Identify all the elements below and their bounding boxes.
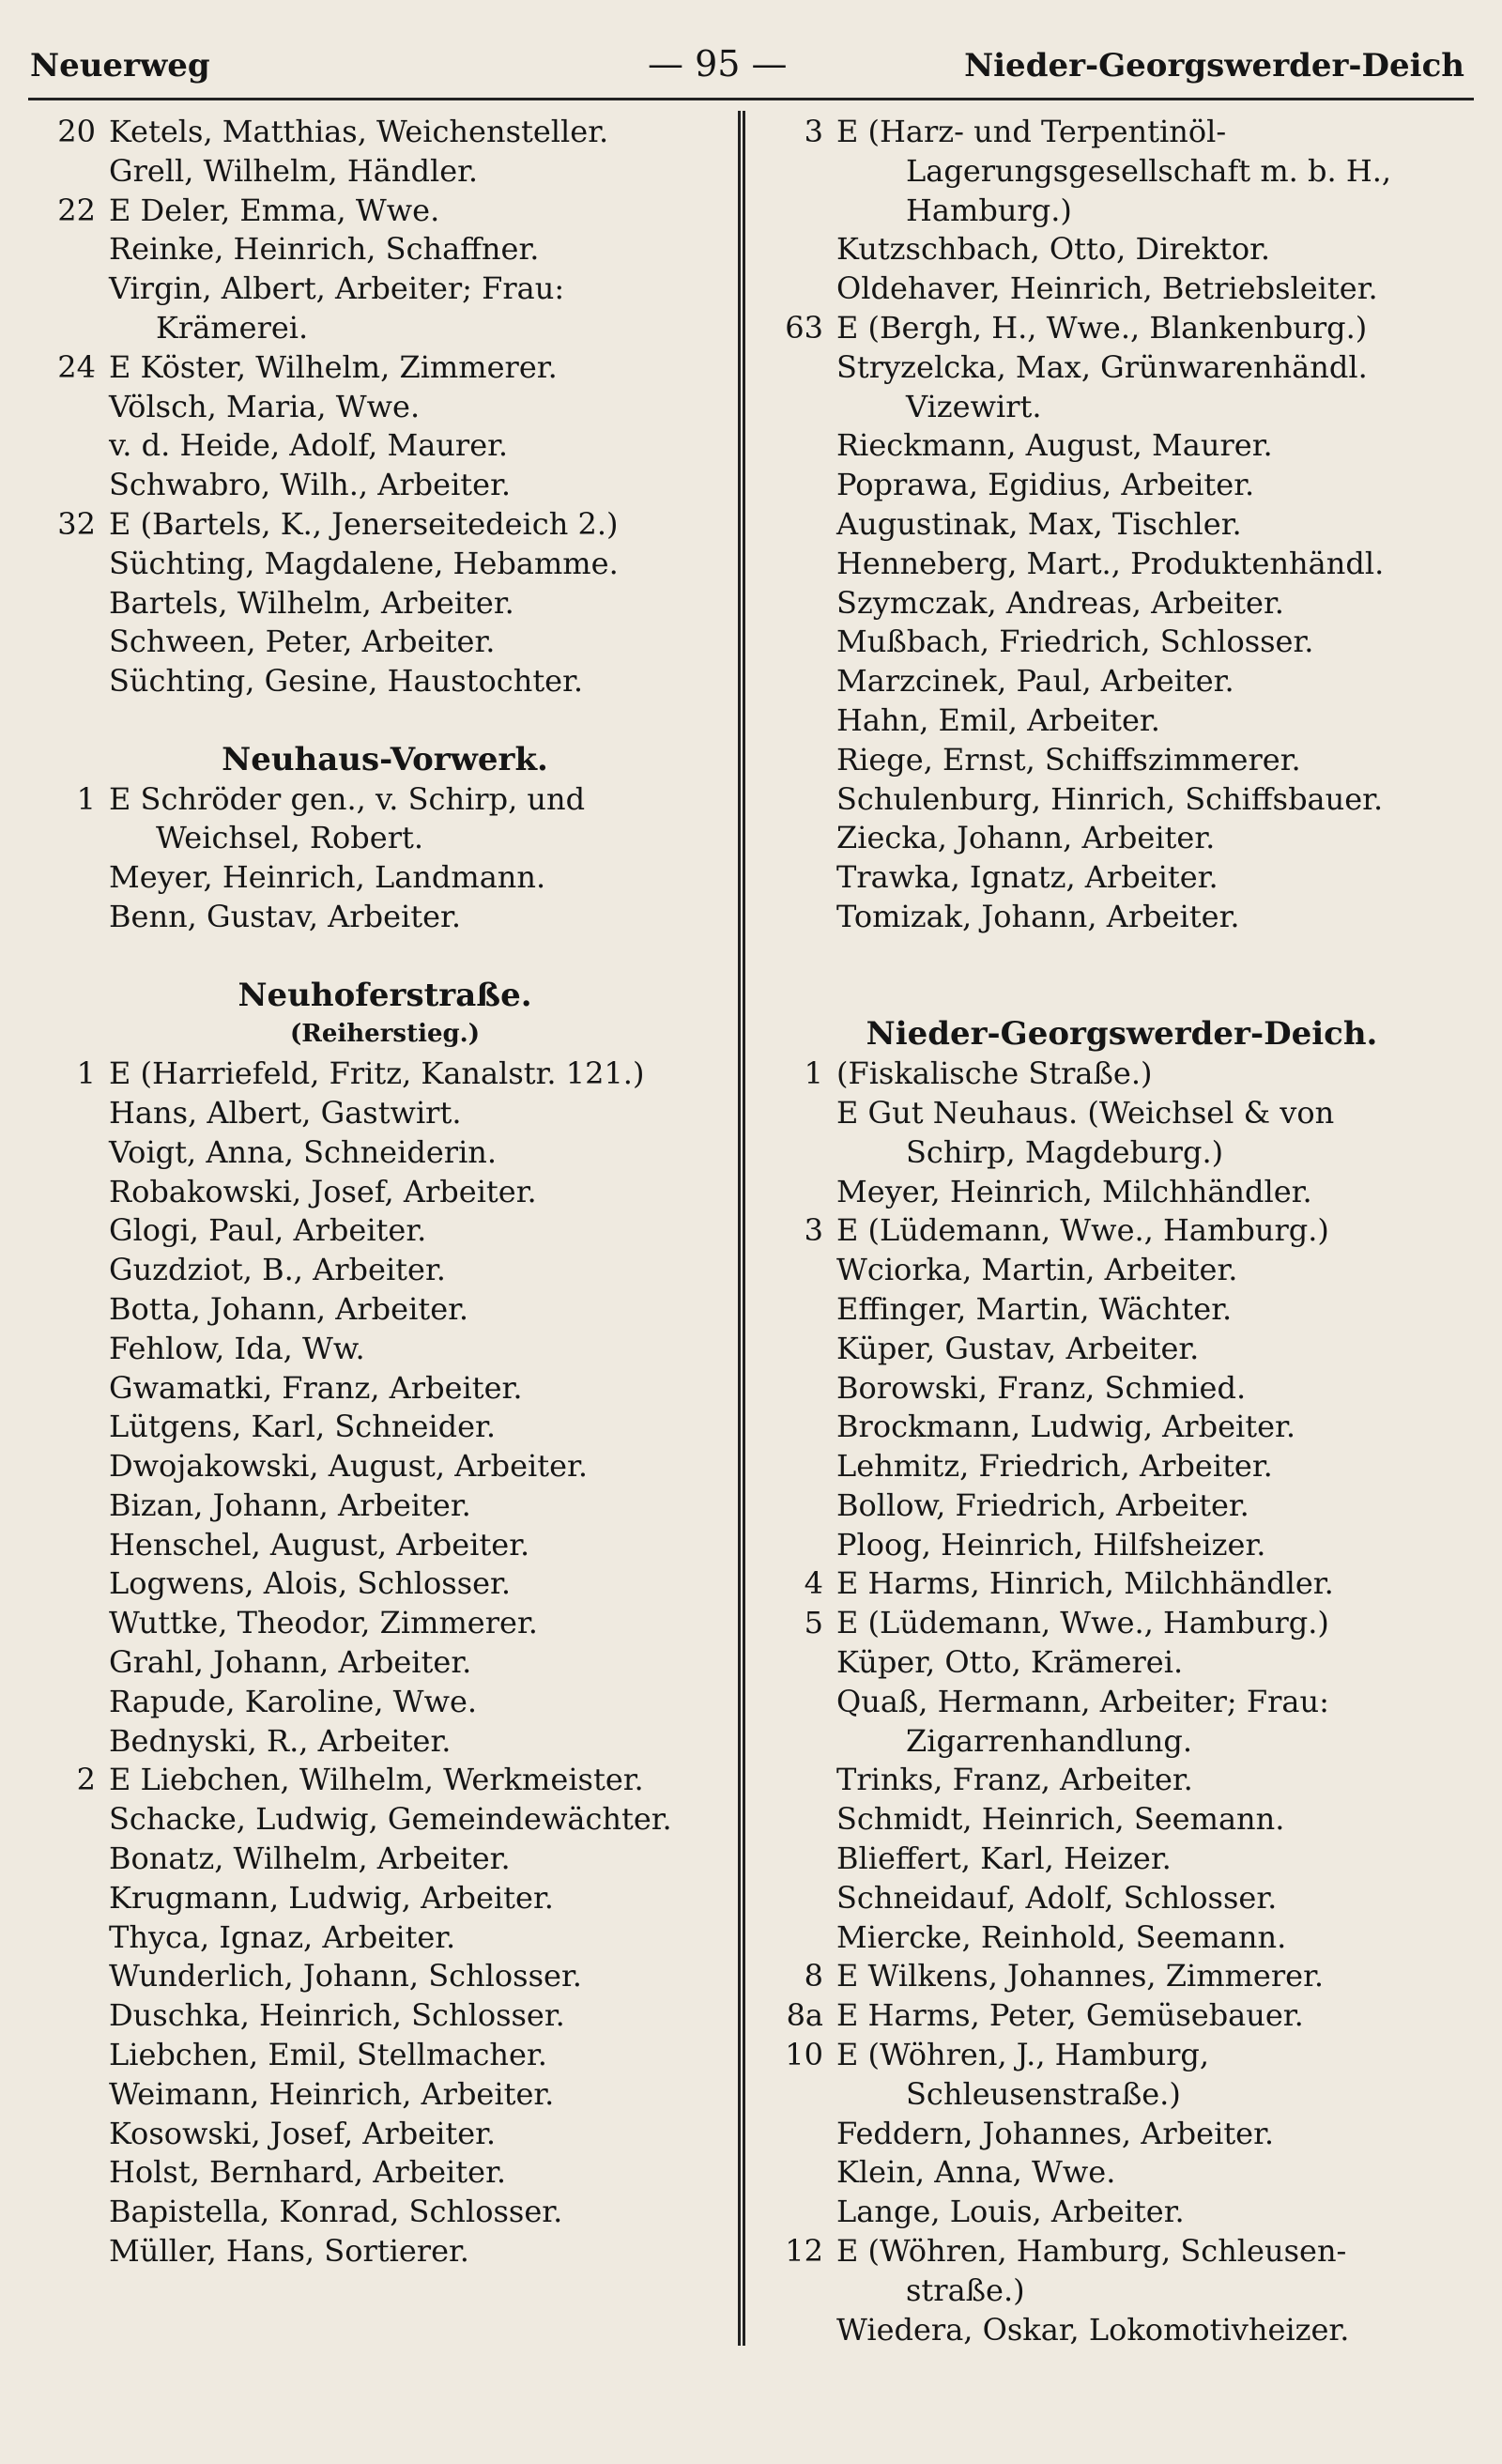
directory-entry <box>765 2193 1479 2232</box>
directory-entry <box>38 348 732 388</box>
entry-text: Henschel, August, Arbeiter. <box>109 1526 530 1563</box>
house-number: 1 <box>804 1055 823 1092</box>
left-column <box>38 113 732 2272</box>
directory-entry <box>38 662 732 701</box>
directory-entry <box>765 1330 1479 1369</box>
entry-text: E (Lüdemann, Wwe., Hamburg.) <box>836 1605 1329 1641</box>
directory-entry <box>38 113 732 152</box>
directory-entry <box>765 348 1479 388</box>
header-rule <box>28 98 1474 100</box>
house-number: 20 <box>57 114 96 149</box>
directory-entry <box>765 1055 1479 1094</box>
entry-text: Schwabro, Wilh., Arbeiter. <box>109 467 512 503</box>
directory-entry <box>38 819 732 858</box>
directory-entry <box>765 1133 1479 1173</box>
directory-entry <box>765 1761 1479 1800</box>
entry-text: Krämerei. <box>156 309 309 346</box>
house-number: 8a <box>786 1997 823 2034</box>
directory-entry <box>38 1564 732 1604</box>
directory-entry <box>38 1330 732 1369</box>
directory-entry <box>38 1683 732 1722</box>
entry-text: Küper, Gustav, Arbeiter. <box>836 1330 1200 1366</box>
directory-entry <box>765 1251 1479 1290</box>
entry-text: Schween, Peter, Arbeiter. <box>109 624 496 660</box>
entry-text: Kosowski, Josef, Arbeiter. <box>109 2115 497 2151</box>
entry-text: Reinke, Heinrich, Schaffner. <box>109 231 540 268</box>
entry-text: Krugmann, Ludwig, Arbeiter. <box>109 1879 554 1916</box>
entry-text: E (Bartels, K., Jenerseitedeich 2.) <box>109 505 619 542</box>
entry-text: E Wilkens, Johannes, Zimmerer. <box>836 1958 1325 1994</box>
entry-text: Schneidauf, Adolf, Schlosser. <box>836 1879 1278 1916</box>
directory-entry <box>38 584 732 624</box>
entry-text: Bartels, Wilhelm, Arbeiter. <box>109 584 514 621</box>
directory-entry <box>765 741 1479 780</box>
directory-entry <box>765 1369 1479 1409</box>
entry-text: Gwamatki, Franz, Arbeiter. <box>109 1369 523 1406</box>
directory-entry <box>38 1840 732 1879</box>
directory-entry <box>38 780 732 820</box>
directory-entry <box>765 2115 1479 2154</box>
directory-entry <box>38 2115 732 2154</box>
entry-text: straße.) <box>906 2272 1025 2308</box>
entry-text: Ziecka, Johann, Arbeiter. <box>836 820 1216 856</box>
entry-text: Weimann, Heinrich, Arbeiter. <box>109 2075 555 2112</box>
entry-text: Meyer, Heinrich, Landmann. <box>109 859 546 896</box>
directory-entry <box>38 545 732 584</box>
entry-text: E Schröder gen., v. Schirp, und <box>109 780 586 817</box>
entry-text: Logwens, Alois, Schlosser. <box>109 1565 511 1602</box>
entry-text: Bednyski, R., Arbeiter. <box>109 1722 452 1759</box>
entry-text: Szymczak, Andreas, Arbeiter. <box>836 584 1284 621</box>
directory-entry <box>38 2153 732 2193</box>
entry-text: Liebchen, Emil, Stellmacher. <box>109 2037 547 2073</box>
entry-text: Hamburg.) <box>906 192 1072 228</box>
entry-text: Tomizak, Johann, Arbeiter. <box>836 898 1240 934</box>
entry-text: Marzcinek, Paul, Arbeiter. <box>836 663 1234 700</box>
directory-entry <box>765 1604 1479 1643</box>
directory-entry <box>38 230 732 270</box>
directory-entry <box>765 2232 1479 2272</box>
entry-text: Stryzelcka, Max, Grünwarenhändl. <box>836 348 1368 385</box>
directory-entry <box>38 192 732 231</box>
directory-entry <box>38 1408 732 1447</box>
house-number: 4 <box>804 1565 823 1602</box>
directory-entry <box>38 2075 732 2115</box>
entry-text: Ketels, Matthias, Weichensteller. <box>109 114 609 149</box>
directory-entry <box>38 1211 732 1251</box>
entry-text: Mußbach, Friedrich, Schlosser. <box>836 624 1314 660</box>
right-column <box>765 113 1479 2349</box>
entry-text: Müller, Hans, Sortierer. <box>109 2233 469 2270</box>
directory-entry <box>38 898 732 937</box>
directory-entry <box>765 584 1479 624</box>
directory-entry <box>38 1643 732 1683</box>
directory-entry <box>38 1369 732 1409</box>
entry-text: E (Wöhren, Hamburg, Schleusen- <box>836 2233 1347 2270</box>
column-divider <box>738 111 745 2346</box>
entry-text: Wciorka, Martin, Arbeiter. <box>836 1252 1238 1288</box>
entry-text: Schacke, Ludwig, Gemeindewächter. <box>109 1801 672 1838</box>
entry-text: Benn, Gustav, Arbeiter. <box>109 898 461 934</box>
directory-entry <box>38 2232 732 2272</box>
entry-text: E Liebchen, Wilhelm, Werkmeister. <box>109 1762 644 1798</box>
directory-entry <box>38 1722 732 1762</box>
entry-text: Rapude, Karoline, Wwe. <box>109 1683 478 1719</box>
directory-entry <box>38 2036 732 2075</box>
directory-entry <box>765 1879 1479 1918</box>
entry-text: E (Harriefeld, Fritz, Kanalstr. 121.) <box>109 1055 645 1092</box>
entry-text: E (Lüdemann, Wwe., Hamburg.) <box>836 1212 1329 1249</box>
header-left-street: Neuerweg <box>30 47 210 85</box>
entry-text: Botta, Johann, Arbeiter. <box>109 1290 469 1327</box>
entry-text: Fehlow, Ida, Ww. <box>109 1330 365 1366</box>
directory-entry <box>765 2311 1479 2350</box>
house-number: 1 <box>76 1055 96 1092</box>
house-number: 24 <box>57 348 96 385</box>
directory-entry <box>765 1290 1479 1330</box>
entry-text: Thyca, Ignaz, Arbeiter. <box>109 1918 456 1955</box>
house-number: 8 <box>804 1958 823 1994</box>
entry-text: Borowski, Franz, Schmied. <box>836 1369 1247 1406</box>
entry-text: E Harms, Hinrich, Milchhändler. <box>836 1565 1334 1602</box>
entry-text: Rieckmann, August, Maurer. <box>836 427 1273 464</box>
entry-text: Lange, Louis, Arbeiter. <box>836 2194 1185 2230</box>
entry-text: Henneberg, Mart., Produktenhändl. <box>836 545 1385 581</box>
directory-entry <box>765 1447 1479 1486</box>
directory-entry <box>765 898 1479 937</box>
spacer <box>765 977 1479 1016</box>
entry-text: Quaß, Hermann, Arbeiter; Frau: <box>836 1683 1329 1719</box>
entry-text: Voigt, Anna, Schneiderin. <box>109 1133 498 1170</box>
directory-entry <box>765 858 1479 898</box>
entry-text: Riege, Ernst, Schiffszimmerer. <box>836 741 1301 778</box>
directory-entry <box>765 192 1479 231</box>
entry-text: Feddern, Johannes, Arbeiter. <box>836 2115 1275 2151</box>
directory-entry <box>765 388 1479 427</box>
entry-text: Wuttke, Theodor, Zimmerer. <box>109 1605 538 1641</box>
entry-text: Weichsel, Robert. <box>156 820 424 856</box>
header-right-street: Nieder-Georgswerder-Deich <box>964 47 1464 85</box>
directory-entry <box>765 1173 1479 1212</box>
entry-text: Trawka, Ignatz, Arbeiter. <box>836 859 1218 896</box>
directory-entry <box>765 113 1479 152</box>
entry-text: Dwojakowski, August, Arbeiter. <box>109 1448 588 1485</box>
directory-entry <box>38 623 732 662</box>
entry-text: Hans, Albert, Gastwirt. <box>109 1094 462 1131</box>
directory-entry <box>38 388 732 427</box>
entry-text: Lagerungsgesellschaft m. b. H., <box>906 152 1392 189</box>
house-number: 10 <box>785 2037 823 2073</box>
entry-text: Effinger, Martin, Wächter. <box>836 1290 1233 1327</box>
directory-entry <box>38 1055 732 1094</box>
directory-entry <box>765 1564 1479 1604</box>
entry-text: (Fiskalische Straße.) <box>836 1055 1153 1092</box>
directory-entry <box>765 780 1479 820</box>
entry-text: Schleusenstraße.) <box>906 2075 1181 2112</box>
entry-text: Duschka, Heinrich, Schlosser. <box>109 1997 565 2034</box>
spacer <box>38 701 732 741</box>
entry-text: Zigarrenhandlung. <box>906 1722 1193 1759</box>
entry-text: Trinks, Franz, Arbeiter. <box>836 1762 1193 1798</box>
directory-entry <box>765 309 1479 348</box>
entry-text: Glogi, Paul, Arbeiter. <box>109 1212 427 1249</box>
house-number: 5 <box>804 1605 823 1641</box>
house-number: 3 <box>804 114 823 149</box>
entry-text: Miercke, Reinhold, Seemann. <box>836 1918 1287 1955</box>
spacer <box>765 937 1479 977</box>
entry-text: E Deler, Emma, Wwe. <box>109 192 440 228</box>
directory-entry <box>765 623 1479 662</box>
entry-text: Kutzschbach, Otto, Direktor. <box>836 231 1271 268</box>
directory-entry <box>765 152 1479 192</box>
directory-entry <box>38 858 732 898</box>
entry-text: Meyer, Heinrich, Milchhändler. <box>836 1173 1312 1209</box>
directory-entry <box>765 1094 1479 1133</box>
house-number: 32 <box>57 505 96 542</box>
page-number: — 95 — <box>648 43 788 85</box>
directory-entry <box>765 1486 1479 1526</box>
entry-text: Bonatz, Wilhelm, Arbeiter. <box>109 1840 511 1877</box>
directory-entry <box>38 1996 732 2036</box>
directory-entry <box>765 1526 1479 1565</box>
entry-text: Wunderlich, Johann, Schlosser. <box>109 1958 582 1994</box>
directory-entry <box>765 1996 1479 2036</box>
street-heading: Neuhaus-Vorwerk. <box>222 740 548 778</box>
entry-text: E (Harz- und Terpentinöl- <box>836 114 1227 149</box>
entry-text: Schmidt, Heinrich, Seemann. <box>836 1801 1285 1838</box>
directory-entry <box>765 2153 1479 2193</box>
directory-entry <box>765 1683 1479 1722</box>
directory-entry <box>765 1957 1479 1996</box>
entry-text: E (Bergh, H., Wwe., Blankenburg.) <box>836 309 1368 346</box>
directory-entry <box>38 1133 732 1173</box>
directory-entry <box>765 1211 1479 1251</box>
entry-text: Lehmitz, Friedrich, Arbeiter. <box>836 1448 1273 1485</box>
directory-entry <box>38 1251 732 1290</box>
directory-entry <box>38 1447 732 1486</box>
directory-entry <box>765 1800 1479 1840</box>
directory-entry <box>38 1290 732 1330</box>
entry-text: E (Wöhren, J., Hamburg, <box>836 2037 1210 2073</box>
entry-text: Brockmann, Ludwig, Arbeiter. <box>836 1409 1295 1445</box>
directory-entry <box>765 426 1479 466</box>
entry-text: Blieffert, Karl, Heizer. <box>836 1840 1172 1877</box>
directory-entry <box>765 2272 1479 2311</box>
house-number: 1 <box>76 780 96 817</box>
directory-entry <box>765 2075 1479 2115</box>
street-heading: Neuhoferstraße. <box>238 976 532 1014</box>
entry-text: Süchting, Magdalene, Hebamme. <box>109 545 619 581</box>
entry-text: Wiedera, Oskar, Lokomotivheizer. <box>836 2311 1350 2348</box>
directory-entry <box>38 309 732 348</box>
directory-entry <box>765 466 1479 505</box>
entry-text: v. d. Heide, Adolf, Maurer. <box>109 427 509 464</box>
house-number: 3 <box>804 1212 823 1249</box>
directory-entry <box>38 466 732 505</box>
directory-entry <box>765 2036 1479 2075</box>
entry-text: Oldehaver, Heinrich, Betriebsleiter. <box>836 270 1378 307</box>
directory-entry <box>765 701 1479 741</box>
directory-entry <box>765 662 1479 701</box>
directory-entry <box>38 1486 732 1526</box>
directory-entry <box>38 426 732 466</box>
directory-entry <box>765 1408 1479 1447</box>
entry-text: Lütgens, Karl, Schneider. <box>109 1409 496 1445</box>
page-header <box>0 38 1502 94</box>
directory-entry <box>38 1526 732 1565</box>
entry-text: Grahl, Johann, Arbeiter. <box>109 1644 472 1681</box>
directory-entry <box>765 505 1479 545</box>
directory-entry <box>765 270 1479 309</box>
entry-text: Poprawa, Egidius, Arbeiter. <box>836 467 1255 503</box>
entry-text: Ploog, Heinrich, Hilfsheizer. <box>836 1526 1266 1563</box>
entry-text: E Harms, Peter, Gemüsebauer. <box>836 1997 1304 2034</box>
entry-text: Guzdziot, B., Arbeiter. <box>109 1252 446 1288</box>
entry-text: Süchting, Gesine, Haustochter. <box>109 663 584 700</box>
house-number: 12 <box>785 2233 823 2270</box>
entry-text: E Gut Neuhaus. (Weichsel & von <box>836 1094 1335 1131</box>
directory-entry <box>38 1094 732 1133</box>
directory-entry <box>765 1840 1479 1879</box>
entry-text: Klein, Anna, Wwe. <box>836 2154 1116 2191</box>
directory-entry <box>765 1643 1479 1683</box>
directory-entry <box>38 1957 732 1996</box>
entry-text: Bizan, Johann, Arbeiter. <box>109 1486 471 1523</box>
street-heading: Nieder-Georgswerder-Deich. <box>866 1015 1378 1054</box>
directory-entry <box>38 1761 732 1800</box>
entry-text: Schulenburg, Hinrich, Schiffsbauer. <box>836 780 1384 817</box>
directory-entry <box>38 152 732 192</box>
entry-text: Küper, Otto, Krämerei. <box>836 1644 1184 1681</box>
directory-entry <box>38 1173 732 1212</box>
directory-entry <box>38 270 732 309</box>
directory-entry <box>765 230 1479 270</box>
directory-entry <box>38 1918 732 1958</box>
entry-text: Holst, Bernhard, Arbeiter. <box>109 2154 507 2191</box>
house-number: 2 <box>76 1762 96 1798</box>
directory-entry <box>38 505 732 545</box>
entry-text: Robakowski, Josef, Arbeiter. <box>109 1173 537 1209</box>
directory-entry <box>38 1879 732 1918</box>
directory-entry <box>765 819 1479 858</box>
directory-entry <box>38 1604 732 1643</box>
house-number: 63 <box>785 309 823 346</box>
directory-entry <box>765 1918 1479 1958</box>
directory-entry <box>38 1800 732 1840</box>
directory-entry <box>765 545 1479 584</box>
directory-entry <box>38 2193 732 2232</box>
entry-text: Grell, Wilhelm, Händler. <box>109 152 479 189</box>
spacer <box>38 937 732 977</box>
entry-text: Vizewirt. <box>906 388 1042 424</box>
entry-text: Schirp, Magdeburg.) <box>906 1133 1224 1170</box>
entry-text: Völsch, Maria, Wwe. <box>109 388 421 424</box>
entry-text: Augustinak, Max, Tischler. <box>836 505 1242 542</box>
house-number: 22 <box>57 192 96 228</box>
entry-text: Hahn, Emil, Arbeiter. <box>836 701 1160 738</box>
street-subheading: (Reiherstieg.) <box>289 1020 481 1049</box>
entry-text: Virgin, Albert, Arbeiter; Frau: <box>109 270 565 307</box>
entry-text: E Köster, Wilhelm, Zimmerer. <box>109 348 558 385</box>
entry-text: Bollow, Friedrich, Arbeiter. <box>836 1486 1249 1523</box>
entry-text: Bapistella, Konrad, Schlosser. <box>109 2194 563 2230</box>
directory-entry <box>765 1722 1479 1762</box>
